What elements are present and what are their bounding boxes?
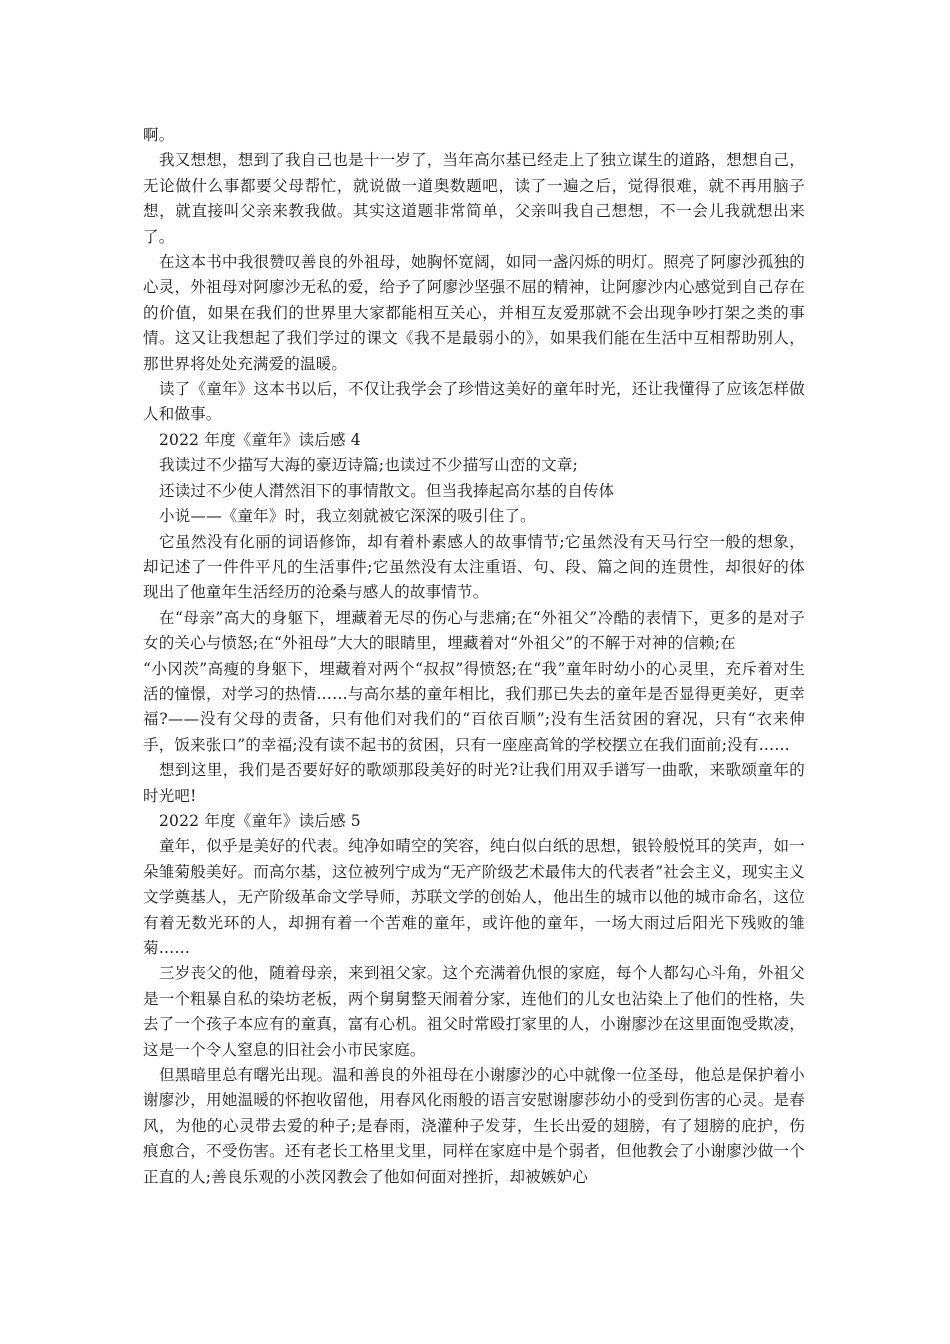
paragraph: 但黑暗里总有曙光出现。温和善良的外祖母在小谢廖沙的心中就像一位圣母，他总是保护着小谢廖沙，用她温暖的怀抱收留他，用春风化雨般的语言安慰谢廖莎幼小的受到伤害的心灵。是春风，为他的心灵带去爱的种子;是春雨，浇灌种子发芽，生长出爱的翅膀，有了翅膀的庇护，伤痕愈合，不受伤害。还有老长工格里戈里，同样在家庭中是个弱者，但他教会了小谢廖沙做一个正直的人;善良乐观的小茨冈教会了他如何面对挫折，却被嫉妒心 [143,1066,805,1186]
paragraph: 想到这里，我们是否要好好的歌颂那段美好的时光?让我们用双手谱写一曲歌，来歌颂童年的时光吧! [143,761,805,805]
document-page [143,123,805,1190]
paragraph: 读了《童年》这本书以后，不仅让我学会了珍惜这美好的童年时光，还让我懂得了应该怎样做人和做事。 [143,380,805,424]
paragraph: 我读过不少描写大海的豪迈诗篇;也读过不少描写山峦的文章; [159,456,579,475]
paragraph: 在“母亲”高大的身躯下，埋藏着无尽的伤心与悲痛;在“外祖父”冷酷的表情下，更多的是对子女的关心与愤怒;在“外祖母”大大的眼睛里，埋藏着对“外祖父”的不解于对神的信赖;在 [143,608,805,653]
paragraph: 在这本书中我很赞叹善良的外祖母，她胸怀宽阔，如同一盏闪烁的明灯。照亮了阿廖沙孤独的心灵，外祖母对阿廖沙无私的爱，给予了阿廖沙坚强不屈的精神，让阿廖沙内心感觉到自己存在的价值，如果在我们的世界里大家都能相互关心，并相互友爱那就不会出现争吵打架之类的事情。这又让我想起了我们学过的课文《我不是最弱小的》，如果我们能在生活中互相帮助别人，那世界将处处充满爱的温暖。 [143,253,805,373]
paragraph: 它虽然没有化丽的词语修饰，却有着朴素感人的故事情节;它虽然没有天马行空一般的想象，却记述了一件件平凡的生活事件;它虽然没有太注重语、句、段、篇之间的连贯性，却很好的体现出了他童年生活经历的沧桑与感人的故事情节。 [143,532,805,602]
paragraph: 三岁丧父的他，随着母亲，来到祖父家。这个充满着仇恨的家庭，每个人都勾心斗角，外祖父是一个粗暴自私的染坊老板，两个舅舅整天闹着分家，连他们的儿女也沾染上了他们的性格，失去了一个孩子本应有的童真，富有心机。祖父时常殴打家里的人，小谢廖沙在这里面饱受欺凌，这是一个令人窒息的旧社会小市民家庭。 [143,964,805,1059]
section-heading: 2022 年度《童年》读后感 5 [159,811,361,830]
paragraph: 小说——《童年》时，我立刻就被它深深的吸引住了。 [159,507,536,526]
section-heading: 2022 年度《童年》读后感 4 [159,430,361,449]
paragraph: 啊。 [143,126,175,144]
paragraph: 童年，似乎是美好的代表。纯净如晴空的笑容，纯白似白纸的思想，银铃般悦耳的笑声，如一朵雏菊般美好。而高尔基，这位被列宁成为“无产阶级艺术最伟大的代表者”社会主义，现实主义文学奠基人，无产阶级革命文学导师，苏联文学的创始人，他出生的城市以他的城市命名，这位有着无数光环的人，却拥有着一个苦难的童年，或许他的童年，一场大雨过后阳光下残败的雏菊…… [143,837,805,957]
paragraph: “小冈茨”高瘦的身躯下，埋藏着对两个“叔叔”得愤怒;在“我”童年时幼小的心灵里，充斥着对生活的憧憬，对学习的热情……与高尔基的童年相比，我们那已失去的童年是否显得更美好，更幸福?——没有父母的责备，只有他们对我们的“百依百顺”;没有生活贫困的窘况，只有“衣来伸手，饭来张口”的幸福;没有读不起书的贫困，只有一座座高耸的学校摆立在我们面前;没有…… [143,659,805,754]
paragraph: 我又想想，想到了我自己也是十一岁了，当年高尔基已经走上了独立谋生的道路，想想自己，无论做什么事都要父母帮忙，就说做一道奥数题吧，读了一遍之后，觉得很难，就不再用脑子想，就直接叫父亲来教我做。其实这道题非常简单，父亲叫我自己想想，不一会儿我就想出来了。 [143,151,805,246]
paragraph: 还读过不少使人潸然泪下的事情散文。但当我捧起高尔基的自传体 [159,481,615,500]
